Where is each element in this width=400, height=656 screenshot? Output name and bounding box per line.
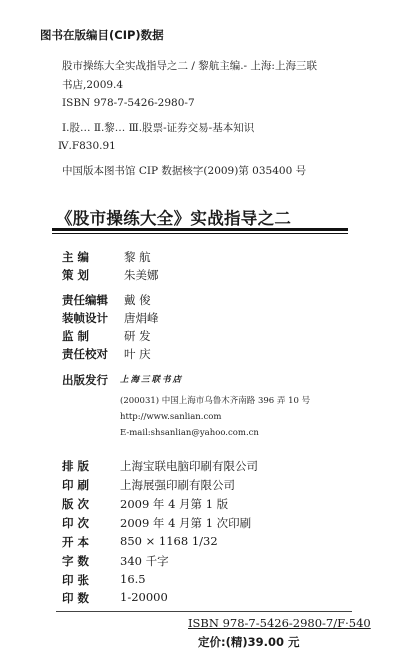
cip-entry-line: 股市操练大全实战指导之二 / 黎航主编.- 上海:上海三联 — [62, 60, 317, 72]
spec-label: 排 版 — [62, 459, 90, 473]
spec-label: 开 本 — [62, 535, 90, 549]
credit-label: 责任编辑 — [62, 293, 108, 307]
credit-value: 研 发 — [124, 329, 151, 343]
publisher-label: 出版发行 — [62, 373, 108, 387]
spec-label: 印 数 — [62, 591, 90, 605]
spec-value: 2009 年 4 月第 1 次印刷 — [120, 516, 252, 530]
spec-label: 版 次 — [62, 497, 90, 511]
credit-value: 朱美娜 — [124, 268, 159, 282]
price: 定价:(精)39.00 元 — [198, 635, 300, 649]
publisher-email: E-mail:shsanlian@yahoo.com.cn — [120, 428, 259, 438]
spec-value: 850 × 1168 1/32 — [120, 534, 218, 548]
cip-entry-line-cont: 书店,2009.4 — [62, 79, 124, 91]
cip-record-number: 中国版本图书馆 CIP 数据核字(2009)第 035400 号 — [62, 165, 307, 177]
cip-heading: 图书在版编目(CIP)数据 — [40, 28, 164, 42]
bottom-rule — [56, 611, 352, 612]
credit-value: 唐焆峰 — [124, 311, 159, 325]
cip-isbn: ISBN 978-7-5426-2980-7 — [62, 97, 195, 109]
credit-value: 叶 庆 — [124, 347, 151, 361]
credit-label: 主 编 — [62, 250, 90, 264]
credit-label: 策 划 — [62, 268, 90, 282]
spec-label: 印 次 — [62, 516, 90, 530]
book-title: 《股市操练大全》实战指导之二 — [56, 209, 292, 228]
spec-value: 上海宝联电脑印刷有限公司 — [120, 459, 258, 473]
title-rule-thick — [52, 228, 348, 231]
publisher-address: (200031) 中国上海市乌鲁木齐南路 396 弄 10 号 — [120, 396, 311, 406]
title-rule-thin — [52, 233, 348, 234]
cip-subjects: Ⅰ.股… Ⅱ.黎… Ⅲ.股票-证券交易-基本知识 — [62, 122, 255, 134]
cip-classification: Ⅳ.F830.91 — [58, 140, 116, 152]
credit-label: 监 制 — [62, 329, 90, 343]
spec-value: 2009 年 4 月第 1 版 — [120, 497, 229, 511]
credit-value: 戴 俊 — [124, 293, 151, 307]
spec-label: 字 数 — [62, 554, 90, 568]
spec-value: 16.5 — [120, 572, 146, 586]
publisher-website: http://www.sanlian.com — [120, 412, 222, 422]
spec-value: 1-20000 — [120, 590, 168, 604]
spec-label: 印 刷 — [62, 478, 90, 492]
isbn-barcode-line: ISBN 978-7-5426-2980-7/F·540 — [188, 616, 371, 630]
credit-label: 责任校对 — [62, 347, 108, 361]
spec-value: 上海展强印刷有限公司 — [120, 478, 235, 492]
spec-label: 印 张 — [62, 573, 90, 587]
credit-label: 装帧设计 — [62, 311, 108, 325]
credit-value: 黎 航 — [124, 250, 151, 264]
spec-value: 340 千字 — [120, 554, 169, 568]
publisher-logo: 上海三联书店 — [120, 375, 184, 385]
